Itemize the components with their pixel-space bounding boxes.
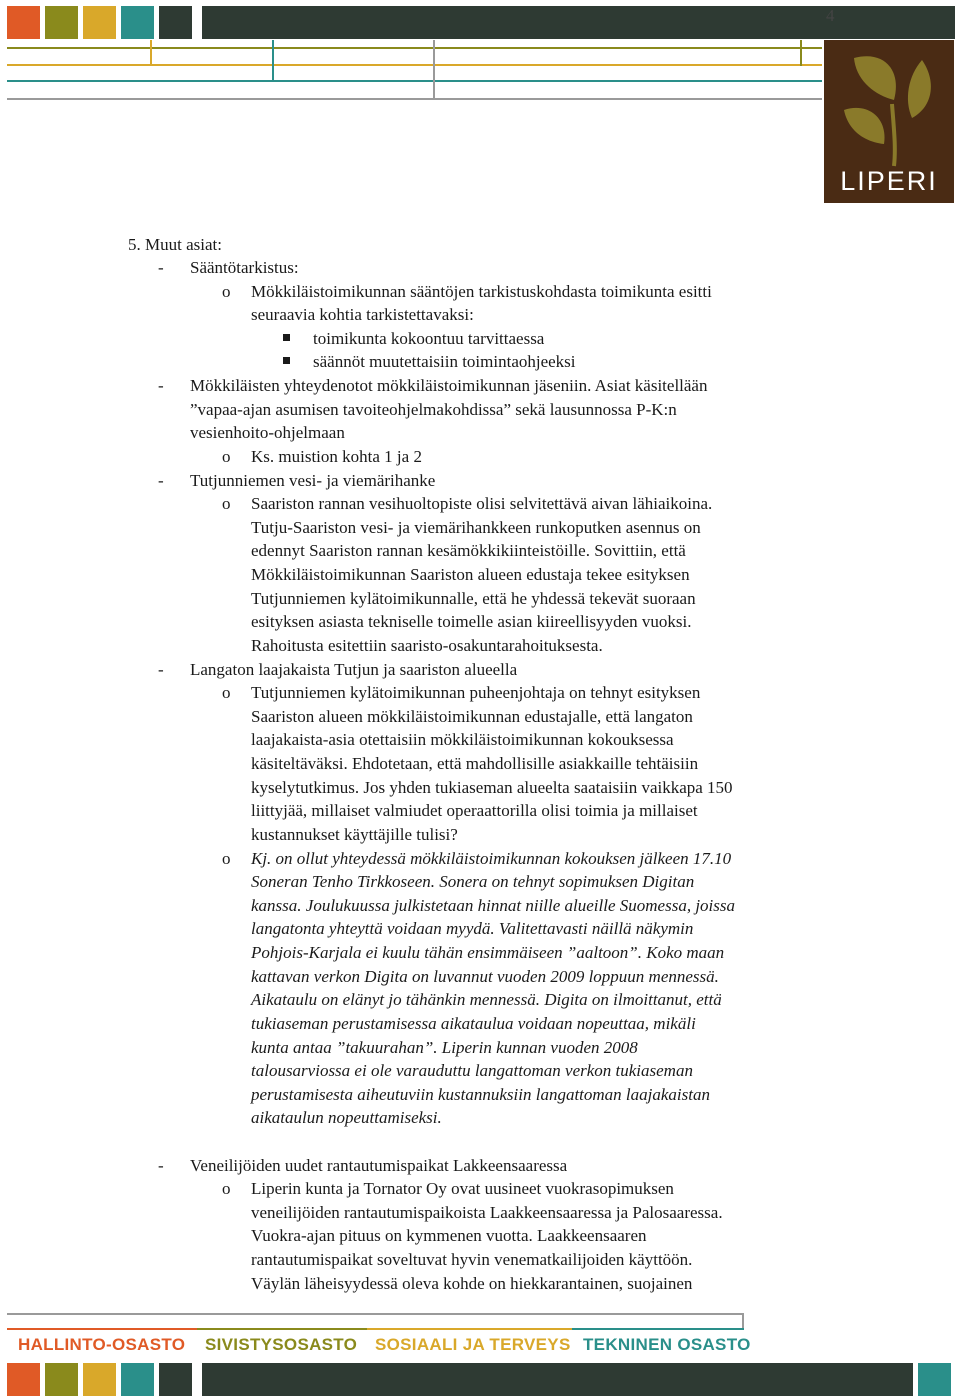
footer-square-gold: [83, 1363, 116, 1396]
text-line: Liperin kunta ja Tornator Oy ovat uusineet vuokrasopimuksen: [251, 1179, 674, 1198]
footer-dept-sivistys: SIVISTYSOSASTO: [205, 1335, 358, 1354]
leaves-icon: [824, 40, 954, 170]
text-line: käsiteltäväksi. Ehdotetaan, että mahdollisille asiakkaille tehtäisiin: [251, 754, 699, 773]
text-line: laajakaista-asia otettaisiin mökkiläistoimikunnan kokouksessa: [251, 730, 674, 749]
text-line: Mökkiläisten yhteydenotot mökkiläistoimikunnan jäseniin. Asiat käsitellään: [190, 376, 708, 395]
text-line: liittyjää, millaiset valmiudet operaattorilla olisi toimia ja millaiset: [251, 801, 698, 820]
italic-line: perustamisesta aiheutuviin kustannuksiin langattoman laajakaistan: [251, 1085, 710, 1104]
footer-square-orange: [7, 1363, 40, 1396]
footer-rule-olive: [197, 1328, 367, 1330]
text-line: Tutjunniemen kylätoimikunnalle, että he yhdessä tekevät suoraan: [251, 589, 696, 608]
italic-line: Aikataulu on elänyt jo tähänkin mennessä. Digita on ilmoittanut, että: [251, 990, 722, 1009]
header-square-teal: [121, 6, 154, 39]
italic-line: tukiaseman perustamisessa aikataulua voidaan nopeuttaa, mikäli: [251, 1014, 696, 1033]
footer-square-olive: [45, 1363, 78, 1396]
text-line: Vuokra-ajan pituus on kymmenen vuotta. Laakkeensaaren: [251, 1226, 647, 1245]
italic-line: aikataulun nopeuttamiseksi.: [251, 1108, 442, 1127]
footer-dept-tekninen: TEKNINEN OSASTO: [583, 1335, 751, 1354]
text-line: Saariston rannan vesihuoltopiste olisi selvitettävä aivan lähiaikoina.: [251, 494, 713, 513]
text-line: kustannukset käyttäjille tulisi?: [251, 825, 458, 844]
header-rule-gold: [7, 64, 822, 66]
header-bar: [202, 6, 955, 39]
item-saantotarkistus: Sääntötarkistus:: [190, 258, 299, 277]
circle-marker: o: [222, 282, 231, 301]
header-square-orange: [7, 6, 40, 39]
sub-bullet-text: toimikunta kokoontuu tarvittaessa: [313, 329, 545, 348]
text-line: rantautumispaikat soveltuvat hyvin venematkailijoiden käyttöön.: [251, 1250, 693, 1269]
footer-rule-end: [742, 1313, 744, 1329]
item-veneilijoiden: Veneilijöiden uudet rantautumispaikat Lakkeensaaressa: [190, 1156, 568, 1175]
header-rule-grey: [7, 98, 822, 100]
italic-line: kattavan verkon Digita on luvannut vuoden 2009 loppuun mennessä.: [251, 967, 719, 986]
text-line: esityksen asiasta tekniselle toimelle asian kiireellisyyden vuoksi.: [251, 612, 692, 631]
page-number: 4: [826, 6, 835, 25]
header-tick-2: [272, 40, 274, 82]
dash-marker: -: [158, 1156, 164, 1175]
dash-marker: -: [158, 258, 164, 277]
footer-bar: [202, 1363, 913, 1396]
footer-square-teal: [121, 1363, 154, 1396]
header-rule-olive: [7, 47, 822, 49]
footer-rule-gold: [367, 1328, 572, 1330]
text-line: Tutjunniemen kylätoimikunnan puheenjohtaja on tehnyt esityksen: [251, 683, 701, 702]
header-tick-4: [800, 40, 802, 66]
text-line: Tutju-Saariston vesi- ja viemärihankkeen runkoputken asennus on: [251, 518, 701, 537]
footer-rule-top: [7, 1313, 744, 1315]
footer-rule-orange: [7, 1328, 197, 1330]
header-tick-1: [150, 40, 152, 66]
text-line: Väylän läheisyydessä oleva kohde on hiekkarantainen, suojainen: [251, 1274, 693, 1293]
text-line: Rahoitusta esitettiin saaristo-osakuntarahoituksesta.: [251, 636, 603, 655]
text-line: Ks. muistion kohta 1 ja 2: [251, 447, 422, 466]
header-square-dark: [159, 6, 192, 39]
circle-marker: o: [222, 1179, 231, 1198]
header-square-gold: [83, 6, 116, 39]
italic-line: Kj. on ollut yhteydessä mökkiläistoimikunnan kokouksen jälkeen 17.10: [251, 849, 732, 868]
dash-marker: -: [158, 376, 164, 395]
text-line: veneilijöiden rantautumispaikoista Laakkeensaaressa ja Palosaaressa.: [251, 1203, 723, 1222]
header-tick-3: [433, 40, 435, 100]
text-line: ”vapaa-ajan asumisen tavoiteohjelmakohdissa” sekä lausunnossa P-K:n: [190, 400, 677, 419]
footer-dept-hallinto: HALLINTO-OSASTO: [18, 1335, 186, 1354]
italic-line: Soneran Tenho Tirkkoseen. Sonera on tehnyt sopimuksen Digitan: [251, 872, 695, 891]
circle-marker: o: [222, 494, 231, 513]
logo-text: LIPERI: [840, 166, 938, 196]
circle-marker: o: [222, 683, 231, 702]
section-heading: 5. Muut asiat:: [128, 235, 222, 254]
footer-square-teal-right: [918, 1363, 951, 1396]
text-line: Mökkiläistoimikunnan Saariston alueen edustaja tekee esityksen: [251, 565, 690, 584]
footer-square-dark: [159, 1363, 192, 1396]
italic-line: talousarviossa ei ole varauduttu langattoman verkon tukiaseman: [251, 1061, 693, 1080]
text-line: vesienhoito-ohjelmaan: [190, 423, 345, 442]
text-line: kyselytutkimus. Jos yhden tukiaseman alueelta saataisiin vaikkapa 150: [251, 778, 733, 797]
dash-marker: -: [158, 660, 164, 679]
footer-dept-sosiaali: SOSIAALI JA TERVEYS: [375, 1335, 571, 1354]
text-line: Saariston alueen mökkiläistoimikunnan edustajalle, että langaton: [251, 707, 693, 726]
italic-line: kunta antaa ”takuurahan”. Liperin kunnan vuoden 2008: [251, 1038, 638, 1057]
italic-line: Pohjois-Karjala ei kuulu tähän ensimmäiseen ”aaltoon”. Koko maan: [251, 943, 725, 962]
italic-line: langatonta yhteyttä voidaan myydä. Valitettavasti näillä näkymin: [251, 919, 694, 938]
square-bullet: [283, 334, 290, 341]
square-bullet: [283, 357, 290, 364]
circle-marker: o: [222, 849, 231, 868]
footer-rule-teal: [572, 1328, 744, 1330]
circle-marker: o: [222, 447, 231, 466]
item-tutjunniemen-vesi: Tutjunniemen vesi- ja viemärihanke: [190, 471, 436, 490]
sub-bullet-text: säännöt muutettaisiin toimintaohjeeksi: [313, 352, 576, 371]
text-line: seuraavia kohtia tarkistettavaksi:: [251, 305, 474, 324]
text-line: edennyt Saariston rannan kesämökkikiinteistöille. Sovittiin, että: [251, 541, 686, 560]
header-rule-teal: [7, 80, 822, 82]
dash-marker: -: [158, 471, 164, 490]
text-line: Mökkiläistoimikunnan sääntöjen tarkistuskohdasta toimikunta esitti: [251, 282, 712, 301]
liperi-logo: [824, 40, 954, 203]
italic-line: kanssa. Joulukuussa julkistetaan hinnat niille alueille Suomessa, joissa: [251, 896, 735, 915]
item-langaton-laajakaista: Langaton laajakaista Tutjun ja saariston alueella: [190, 660, 518, 679]
header-square-olive: [45, 6, 78, 39]
